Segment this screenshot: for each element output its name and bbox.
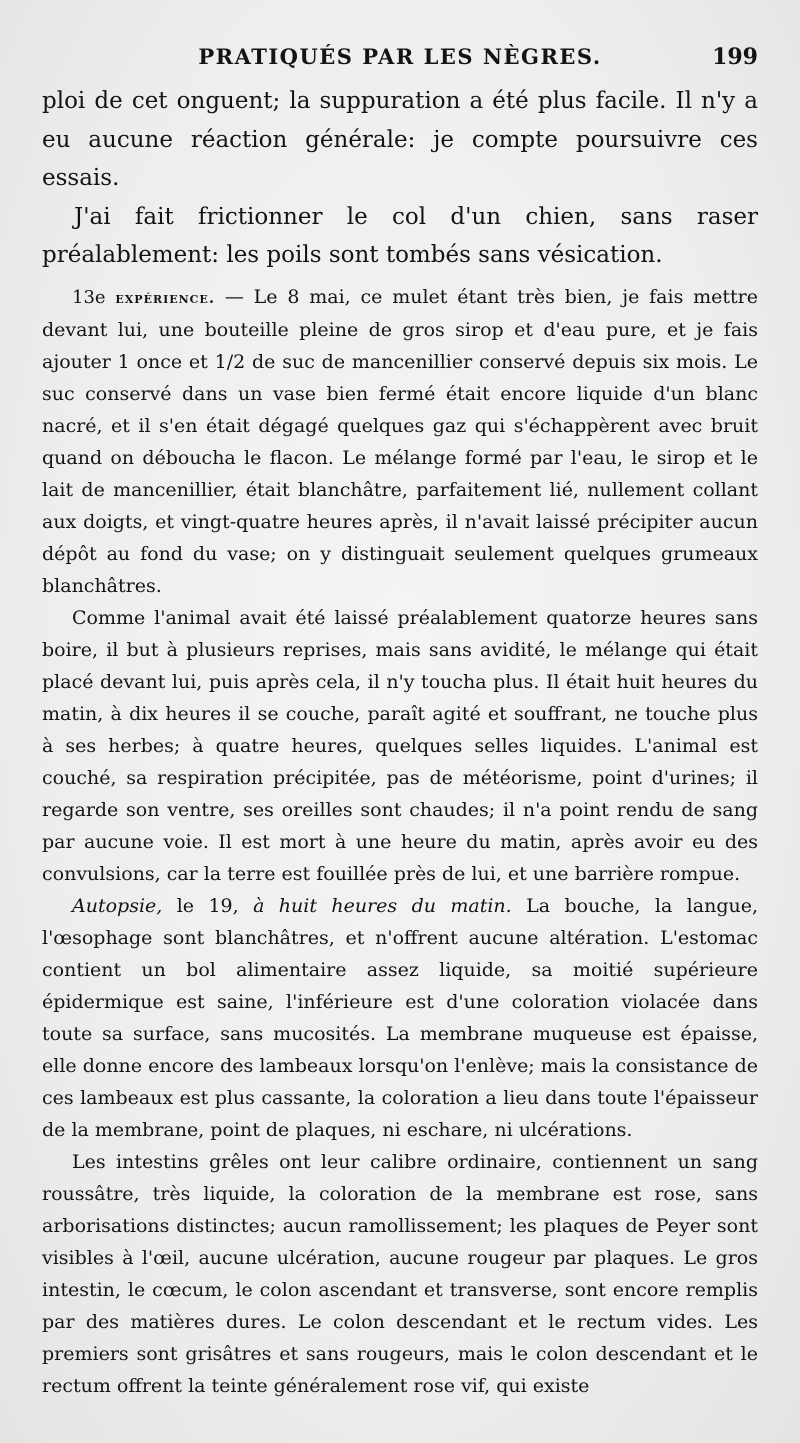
autopsie-text: La bouche, la langue, l'œsophage sont blanchâtres, et n'offrent aucune altération. L'estomac contient un bol alimentaire assez liquide, sa moitié supérieure épidermique est saine, l'inférieure est d'une coloration violacée dans toute sa surface, sans mucosités. La membrane muqueuse est épaisse, elle donne encore des lambeaux lorsqu'on l'enlève; mais la consistance de ces lambeaux est plus cassante, la coloration a lieu dans toute l'épaisseur de la membrane, point de plaques, ni eschare, ni ulcérations. <box>42 894 758 1141</box>
paragraph-experience <box>42 281 758 602</box>
experiment-text: — Le 8 mai, ce mulet étant très bien, je fais mettre devant lui, une bouteille pleine de gros sirop et d'eau pure, et je fais ajouter 1 once et 1/2 de suc de mancenillier conservé depuis six mois. Le suc conservé dans un vase bien fermé était encore liquide d'un blanc nacré, et il s'en était dégagé quelques gaz qui s'échappèrent avec bruit quand on déboucha le flacon. Le mélange formé par l'eau, le sirop et le lait de mancenillier, était blanchâtre, parfaitement lié, nullement collant aux doigts, et vingt-quatre heures après, il n'avait laissé précipiter aucun dépôt au fond du vase; on y distinguait seulement quelques grumeaux blanchâtres. <box>42 285 758 597</box>
experiment-label: expérience. <box>115 288 216 307</box>
autopsie-date: le 19, <box>176 894 239 917</box>
paragraph-autopsie <box>42 890 758 1146</box>
running-title: PRATIQUÉS PAR LES NÈGRES. <box>198 44 602 69</box>
experiment-number: 13e <box>72 286 106 308</box>
autopsie-time: à huit heures du matin. <box>253 894 512 917</box>
page-number: 199 <box>712 44 758 70</box>
paragraph-onguent: ploi de cet onguent; la suppuration a été plus facile. Il n'y a eu aucune réaction générale: je compte poursuivre ces essais. <box>42 88 758 191</box>
autopsie-label: Autopsie, <box>72 894 163 917</box>
paragraph-comme: Comme l'animal avait été laissé préalablement quatorze heures sans boire, il but à plusieurs reprises, mais sans avidité, le mélange qui était placé devant lui, puis après cela, il n'y toucha plus. Il était huit heures du matin, à dix heures il se couche, paraît agité et souffrant, ne touche plus à ses herbes; à quatre heures, quelques selles liquides. L'animal est couché, sa respiration précipitée, pas de météorisme, point d'urines; il regarde son ventre, ses oreilles sont chaudes; il n'a point rendu de sang par aucune voie. Il est mort à une heure du matin, après avoir eu des convulsions, car la terre est fouillée près de lui, et une barrière rompue. <box>42 606 758 885</box>
paragraph-chien: J'ai fait frictionner le col d'un chien, sans raser préalablement: les poils sont tombés sans vésication. <box>42 203 758 268</box>
large-text-block <box>42 82 758 275</box>
page-header <box>40 40 760 74</box>
paragraph-intestins: Les intestins grêles ont leur calibre ordinaire, contiennent un sang roussâtre, très liquide, la coloration de la membrane est rose, sans arborisations distinctes; aucun ramollissement; les plaques de Peyer sont visibles à l'œil, aucune ulcération, aucune rougeur par plaques. Le gros intestin, le cœcum, le colon ascendant et transverse, sont encore remplis par des matières dures. Le colon descendant et le rectum vides. Les premiers sont grisâtres et sans rougeurs, mais le colon descendant et le rectum offrent la teinte généralement rose vif, qui existe <box>42 1150 758 1397</box>
small-text-block <box>42 281 758 1402</box>
page-body <box>42 82 758 1402</box>
